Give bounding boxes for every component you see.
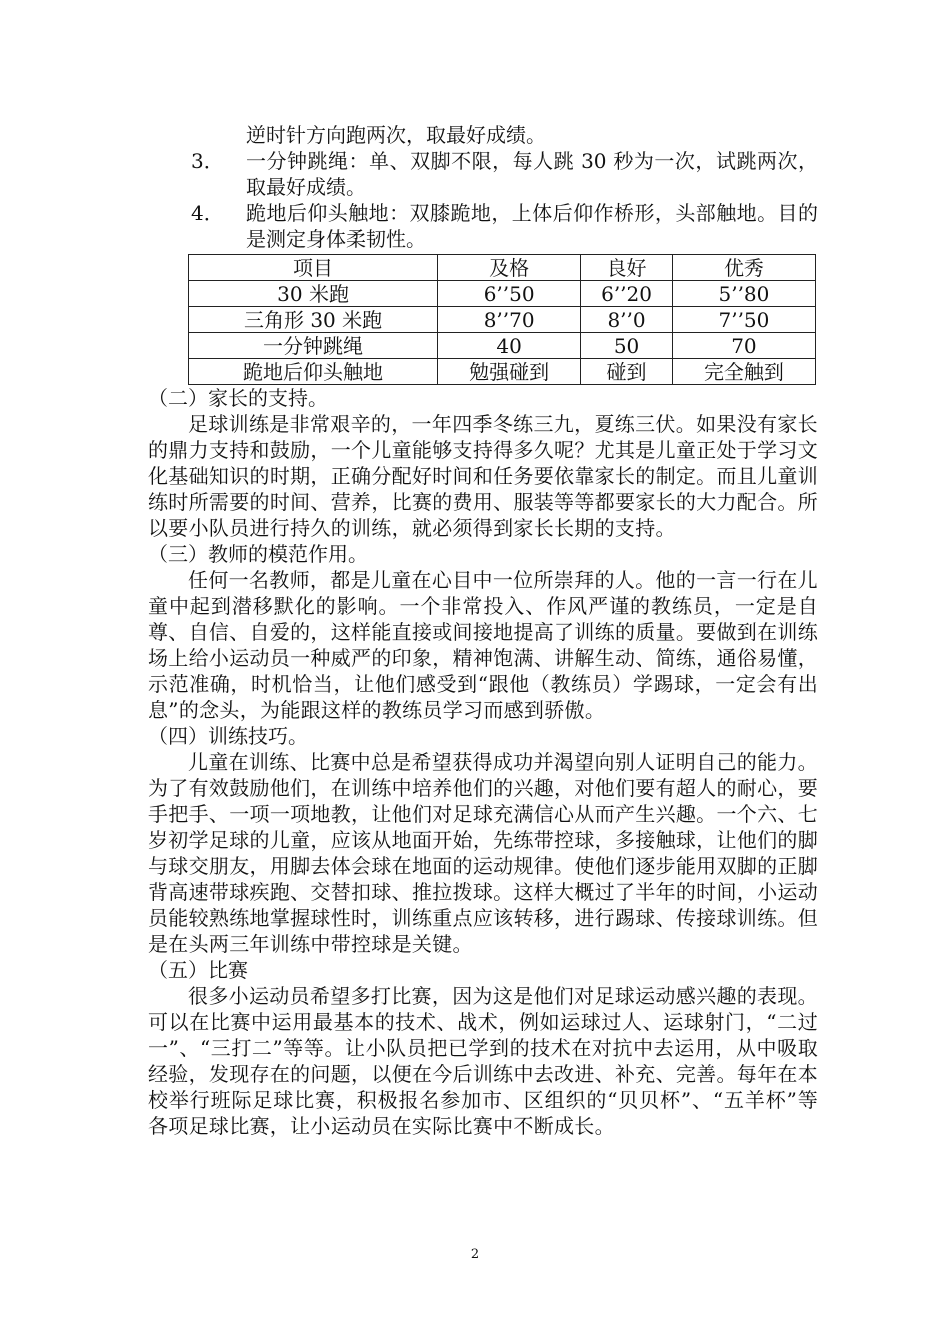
- list-item: [148, 148, 818, 200]
- table-row: [189, 307, 816, 333]
- item-number: 3．: [191, 149, 224, 173]
- table-header: 良好: [581, 255, 673, 281]
- table-row: [189, 359, 816, 385]
- table-cell: 8’’70: [438, 307, 581, 333]
- table-cell: 7’’50: [672, 307, 815, 333]
- table-cell: 6’’20: [581, 281, 673, 307]
- table-row: [189, 333, 816, 359]
- table-cell: 完全触到: [672, 359, 815, 385]
- table-header: 及格: [438, 255, 581, 281]
- section-body: 很多小运动员希望多打比赛，因为这是他们对足球运动感兴趣的表现。可以在比赛中运用最基本的技术、战术，例如运球过人、运球射门，“二过一”、“三打二”等等。让小队员把已学到的技术在对抗中去运用，从中吸取经验，发现存在的问题，以便在今后训练中去改进、补充、完善。每年在本校举行班际足球比赛，积极报名参加市、区组织的“贝贝杯”、“五羊杯”等各项足球比赛，让小运动员在实际比赛中不断成长。: [148, 984, 818, 1138]
- item-number: 4．: [191, 201, 224, 225]
- continuation-line: 逆时针方向跑两次，取最好成绩。: [246, 123, 546, 147]
- section-heading: （四）训练技巧。: [148, 724, 308, 748]
- item-text: 一分钟跳绳：单、双脚不限，每人跳 30 秒为一次，试跳两次，取最好成绩。: [246, 149, 818, 199]
- section-heading: （三）教师的模范作用。: [148, 542, 368, 566]
- section-body: 足球训练是非常艰辛的，一年四季冬练三九，夏练三伏。如果没有家长的鼎力支持和鼓励，一个儿童能够支持得多久呢？尤其是儿童正处于学习文化基础知识的时期，正确分配好时间和任务要依靠家长的制定。而且儿童训练时所需要的时间、营养，比赛的费用、服装等等都要家长的大力配合。所以要小队员进行持久的训练，就必须得到家长长期的支持。: [148, 412, 818, 540]
- item-text: 跪地后仰头触地：双膝跪地，上体后仰作桥形，头部触地。目的是测定身体柔韧性。: [246, 201, 818, 251]
- table-cell: 50: [581, 333, 673, 359]
- table-cell: 6’’50: [438, 281, 581, 307]
- table-header: 优秀: [672, 255, 815, 281]
- section-heading: （二）家长的支持。: [148, 386, 328, 410]
- table-cell: 30 米跑: [189, 281, 438, 307]
- document-page: [148, 122, 818, 1139]
- table-cell: 8’’0: [581, 307, 673, 333]
- table-row: [189, 281, 816, 307]
- table-header-row: [189, 255, 816, 281]
- table-cell: 跪地后仰头触地: [189, 359, 438, 385]
- table-cell: 一分钟跳绳: [189, 333, 438, 359]
- table-header: 项目: [189, 255, 438, 281]
- table-cell: 碰到: [581, 359, 673, 385]
- section-body: 儿童在训练、比赛中总是希望获得成功并渴望向别人证明自己的能力。为了有效鼓励他们，在训练中培养他们的兴趣，对他们要有超人的耐心，要手把手、一项一项地教，让他们对足球充满信心从而产生兴趣。一个六、七岁初学足球的儿童，应该从地面开始，先练带控球，多接触球，让他们的脚与球交朋友，用脚去体会球在地面的运动规律。使他们逐步能用双脚的正脚背高速带球疾跑、交替扣球、推拉拨球。这样大概过了半年的时间，小运动员能较熟练地掌握球性时，训练重点应该转移，进行踢球、传接球训练。但是在头两三年训练中带控球是关键。: [148, 750, 818, 956]
- table-cell: 三角形 30 米跑: [189, 307, 438, 333]
- page-number: 2: [470, 1247, 480, 1262]
- table-cell: 70: [672, 333, 815, 359]
- table-cell: 5’’80: [672, 281, 815, 307]
- table-cell: 勉强碰到: [438, 359, 581, 385]
- list-item: [148, 200, 818, 252]
- score-table: [188, 254, 816, 385]
- section-body: 任何一名教师，都是儿童在心目中一位所崇拜的人。他的一言一行在儿童中起到潜移默化的影响。一个非常投入、作风严谨的教练员，一定是自尊、自信、自爱的，这样能直接或间接地提高了训练的质量。要做到在训练场上给小运动员一种威严的印象，精神饱满、讲解生动、简练，通俗易懂，示范准确，时机恰当，让他们感受到“跟他（教练员）学踢球，一定会有出息”的念头，为能跟这样的教练员学习而感到骄傲。: [148, 568, 818, 722]
- section-heading: （五）比赛: [148, 958, 248, 982]
- table-cell: 40: [438, 333, 581, 359]
